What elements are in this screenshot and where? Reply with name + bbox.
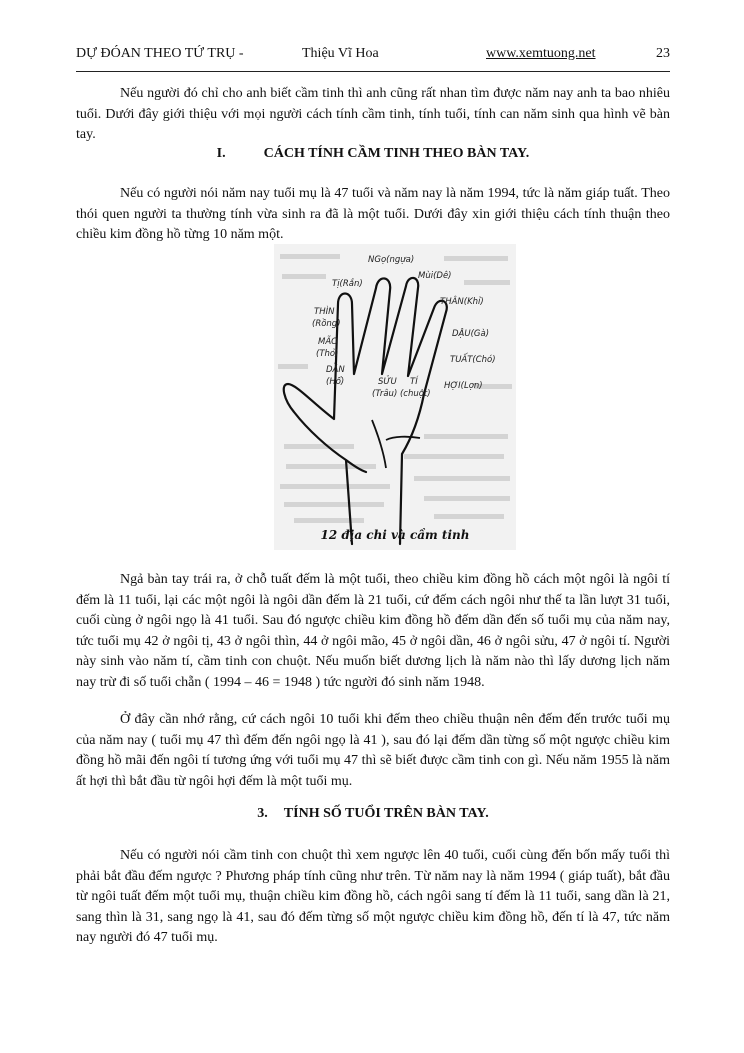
label-mao-animal: (Thỏ)	[316, 349, 339, 359]
label-thin-animal: (Rồng)	[312, 319, 341, 329]
header-divider	[76, 71, 670, 72]
section-3-paragraph: Nếu có người nói cầm tinh con chuột thì xem ngược lên 40 tuổi, cuối cùng đến bốn mấy tuổi thì phải bắt đầu đếm ngược ? Phương pháp tính cũng như trên. Từ năm nay là năm 1994 ( giáp tuất), bắt đầu từ ngôi tuất đếm một tuổi mụ, thuận chiều kim đồng hồ, cách ngôi sang tí đếm là 11 tuổi, sang dần là 21, sang thìn là 31, sang ngọ là 41, sau đó đếm từng số một ngược chiều kim đồng hồ, đến tí là 47, tức năm nay người đó 47 tuổi mụ.	[76, 848, 670, 946]
label-thin: THÌN	[314, 307, 335, 317]
hand-diagram-figure	[274, 244, 516, 550]
header-website-link[interactable]: www.xemtuong.net	[486, 46, 596, 61]
label-hoi: HỢI(Lợn)	[444, 381, 483, 391]
label-than: THÂN(Khỉ)	[440, 297, 484, 307]
header-author: Thiệu Vĩ Hoa	[302, 46, 379, 61]
section-3-title: TÍNH SỐ TUỔI TRÊN BÀN TAY.	[283, 806, 489, 821]
header-book-title: DỰ ĐÓAN THEO TỨ TRỤ -	[76, 46, 244, 61]
label-suu: SỬU	[378, 377, 397, 387]
paragraph-counting-method: Ngả bàn tay trái ra, ở chỗ tuất đếm là một tuổi, theo chiều kim đồng hồ cách một ngôi là ngôi tí đếm là 11 tuổi, lại các một ngôi là ngôi dần đếm là 21 tuổi, cứ đếm cách ngôi như thế ta lần lượt 31 tuổi, cuối cùng ở ngôi ngọ là 41 tuổi. Sau đó ngược chiều kim đồng hồ đếm dần đến số tuổi mụ của năm nay, tức tuổi mụ 42 ở ngôi tị, 43 ở ngôi thìn, 44 ở ngôi mão, 45 ở ngôi dần, 46 ở ngôi sửu, 47 ở ngôi tí. Người này sinh vào năm tí, cầm tinh con chuột. Nếu muốn biết dương lịch là năm nào thì lấy dương lịch năm nay trừ đi số tuổi chẵn ( 1994 – 46 = 1948 ) tức người đó sinh năm 1948.	[76, 572, 670, 690]
header-page-number: 23	[656, 46, 670, 61]
figure-caption: 12 địa chi và cầm tinh	[320, 528, 470, 542]
label-ti-chuot: TÍ	[410, 377, 418, 387]
section-1-heading	[76, 146, 670, 162]
section-1-title: CÁCH TÍNH CẦM TINH THEO BÀN TAY.	[263, 146, 530, 161]
label-dan-animal: (Hổ)	[326, 377, 345, 387]
hand-diagram	[274, 244, 516, 550]
paragraph-remember-note: Ở đây cần nhớ rằng, cứ cách ngôi 10 tuổi khi đếm theo chiều thuận nên đếm đến trước tuổi mụ của năm nay ( tuổi mụ 47 thì đếm đến ngôi ngọ là 41 ), sau đó lại đếm dần từng số một ngược chiều kim đồng hồ mãi đến ngôi tí tương ứng với tuổi mụ 47 thì sẽ biết được cầm tinh con gì. Nếu năm 1955 là năm ất hợi thì bắt đầu từ ngôi hợi đếm là một tuổi mụ.	[76, 712, 670, 789]
intro-paragraph: Nếu người đó chỉ cho anh biết cầm tinh thì anh cũng rất nhan tìm được năm nay anh ta bao nhiêu tuổi. Dưới đây giới thiệu với mọi người cách tính cầm tinh, tính tuổi, tính can năm sinh qua hình vẽ bàn tay.	[76, 86, 670, 143]
section-1-paragraph: Nếu có người nói năm nay tuổi mụ là 47 tuổi và năm nay là năm 1994, tức là năm giáp tuất. Theo thói quen người ta thường tính vừa sinh ra đã là một tuổi. Dưới đây xin giới thiệu cách tính thuận theo chiều kim đồng hồ từng 10 năm một.	[76, 186, 670, 243]
section-1-number: I.	[216, 146, 226, 161]
label-mui: Mùi(Dê)	[418, 271, 452, 281]
palm-crease	[372, 420, 420, 468]
page-header	[76, 46, 670, 66]
label-dau: DẬU(Gà)	[452, 329, 490, 339]
label-suu-ti-animals: (Trâu) (chuột)	[372, 389, 431, 399]
label-tuat: TUẤT(Chó)	[450, 355, 496, 365]
label-ti-ran: Tị(Rắn)	[332, 279, 363, 289]
section-3-heading	[76, 806, 670, 822]
label-dan: DẦN	[326, 365, 345, 375]
label-mao: MÃO	[318, 337, 338, 347]
section-3-number: 3.	[257, 806, 268, 821]
label-ngo: NGọ(ngựa)	[368, 255, 415, 265]
